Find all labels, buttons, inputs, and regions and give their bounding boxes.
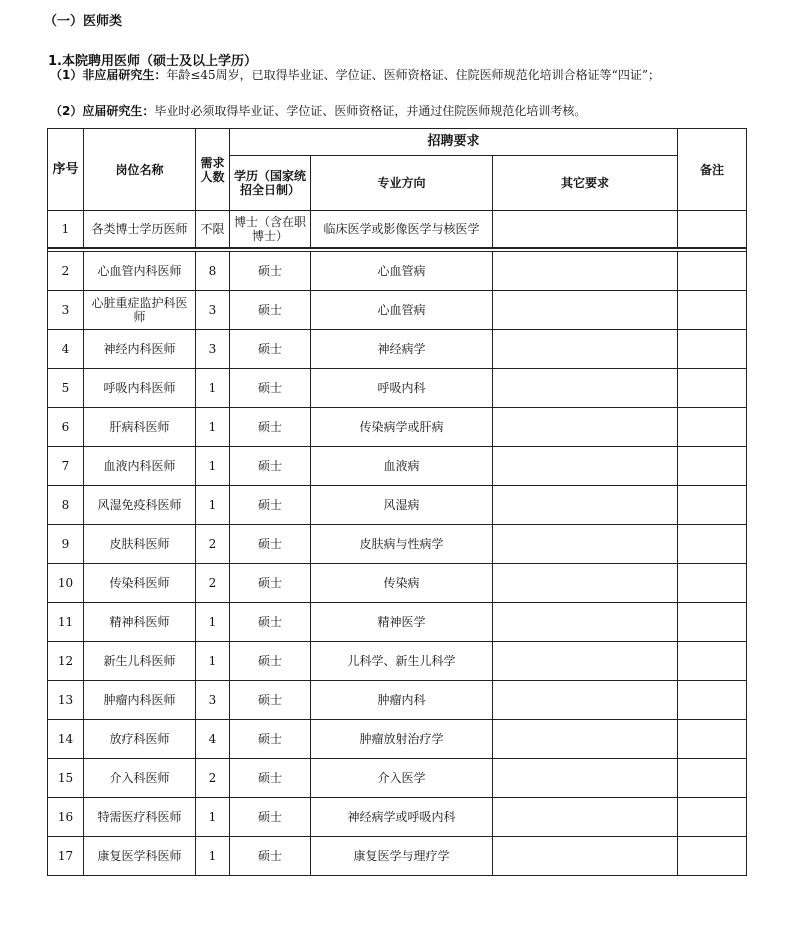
table-row	[48, 251, 747, 290]
cell-seq: 16	[48, 797, 84, 836]
cell-position: 风湿免疫科医师	[84, 485, 196, 524]
cell-other	[493, 407, 678, 446]
cell-remark	[678, 251, 747, 290]
cell-count: 4	[196, 719, 230, 758]
cell-education: 硕士	[230, 368, 311, 407]
cell-major: 血液病	[311, 446, 493, 485]
cell-count: 2	[196, 563, 230, 602]
cell-major: 心血管病	[311, 290, 493, 329]
table-row	[48, 836, 747, 875]
cell-remark	[678, 641, 747, 680]
note-label: （1）非应届研究生：	[50, 68, 167, 82]
cell-position: 神经内科医师	[84, 329, 196, 368]
cell-major: 传染病学或肝病	[311, 407, 493, 446]
cell-major: 精神医学	[311, 602, 493, 641]
cell-count: 3	[196, 680, 230, 719]
cell-position: 康复医学科医师	[84, 836, 196, 875]
header-seq: 序号	[48, 129, 84, 211]
cell-major: 风湿病	[311, 485, 493, 524]
cell-major: 康复医学与理疗学	[311, 836, 493, 875]
header-requirements: 招聘要求	[230, 129, 678, 156]
cell-other	[493, 602, 678, 641]
cell-seq: 15	[48, 758, 84, 797]
cell-count: 1	[196, 641, 230, 680]
cell-position: 新生儿科医师	[84, 641, 196, 680]
cell-major: 皮肤病与性病学	[311, 524, 493, 563]
cell-remark	[678, 719, 747, 758]
note-label: （2）应届研究生：	[50, 104, 155, 118]
cell-major: 传染病	[311, 563, 493, 602]
cell-other	[493, 641, 678, 680]
cell-position: 特需医疗科医师	[84, 797, 196, 836]
cell-other	[493, 758, 678, 797]
cell-remark	[678, 524, 747, 563]
cell-position: 肿瘤内科医师	[84, 680, 196, 719]
cell-remark	[678, 485, 747, 524]
cell-remark	[678, 680, 747, 719]
cell-seq: 5	[48, 368, 84, 407]
cell-position: 精神科医师	[84, 602, 196, 641]
cell-education: 硕士	[230, 251, 311, 290]
note-text: 毕业时必须取得毕业证、学位证、医师资格证，并通过住院医师规范化培训考核。	[154, 104, 587, 118]
cell-education: 硕士	[230, 290, 311, 329]
cell-remark	[678, 797, 747, 836]
cell-education: 硕士	[230, 641, 311, 680]
table-row	[48, 368, 747, 407]
cell-count: 1	[196, 368, 230, 407]
table-row	[48, 290, 747, 329]
cell-education: 硕士	[230, 758, 311, 797]
table-body	[48, 211, 747, 876]
table-row	[48, 602, 747, 641]
cell-major: 介入医学	[311, 758, 493, 797]
note-non-graduate	[50, 68, 750, 83]
header-major: 专业方向	[311, 156, 493, 211]
cell-education: 硕士	[230, 563, 311, 602]
cell-position: 血液内科医师	[84, 446, 196, 485]
cell-position: 各类博士学历医师	[84, 211, 196, 248]
cell-remark	[678, 602, 747, 641]
cell-other	[493, 524, 678, 563]
cell-count: 3	[196, 329, 230, 368]
cell-seq: 17	[48, 836, 84, 875]
cell-position: 皮肤科医师	[84, 524, 196, 563]
header-remark: 备注	[678, 129, 747, 211]
table-row	[48, 446, 747, 485]
cell-count: 2	[196, 524, 230, 563]
cell-education: 博士（含在职博士）	[230, 211, 311, 248]
cell-education: 硕士	[230, 836, 311, 875]
cell-major: 神经病学	[311, 329, 493, 368]
cell-major: 肿瘤放射治疗学	[311, 719, 493, 758]
cell-major: 呼吸内科	[311, 368, 493, 407]
cell-other	[493, 368, 678, 407]
cell-seq: 13	[48, 680, 84, 719]
cell-count: 3	[196, 290, 230, 329]
cell-other	[493, 329, 678, 368]
cell-other	[493, 446, 678, 485]
cell-other	[493, 251, 678, 290]
cell-other	[493, 290, 678, 329]
subsection-title: 1.本院聘用医师（硕士及以上学历）	[48, 54, 257, 69]
header-education: 学历（国家统招全日制）	[230, 156, 311, 211]
section-title: （一）医师类	[44, 14, 123, 29]
note-text: 年龄≤45周岁，已取得毕业证、学位证、医师资格证、住院医师规范化培训合格证等“四证”；	[166, 68, 660, 82]
cell-count: 1	[196, 836, 230, 875]
cell-seq: 14	[48, 719, 84, 758]
table-row	[48, 719, 747, 758]
cell-position: 肝病科医师	[84, 407, 196, 446]
table-row	[48, 485, 747, 524]
table-row	[48, 211, 747, 248]
cell-count: 1	[196, 407, 230, 446]
cell-count: 2	[196, 758, 230, 797]
cell-major: 神经病学或呼吸内科	[311, 797, 493, 836]
cell-seq: 11	[48, 602, 84, 641]
note-graduate	[50, 104, 750, 119]
table-row	[48, 680, 747, 719]
cell-education: 硕士	[230, 407, 311, 446]
cell-count: 1	[196, 602, 230, 641]
cell-remark	[678, 290, 747, 329]
table-row	[48, 563, 747, 602]
table-row	[48, 758, 747, 797]
header-position: 岗位名称	[84, 129, 196, 211]
cell-education: 硕士	[230, 797, 311, 836]
cell-remark	[678, 836, 747, 875]
cell-count: 不限	[196, 211, 230, 248]
recruitment-table	[47, 128, 747, 876]
cell-other	[493, 680, 678, 719]
header-other: 其它要求	[493, 156, 678, 211]
cell-education: 硕士	[230, 719, 311, 758]
cell-education: 硕士	[230, 524, 311, 563]
cell-other	[493, 797, 678, 836]
cell-education: 硕士	[230, 680, 311, 719]
cell-other	[493, 563, 678, 602]
cell-major: 心血管病	[311, 251, 493, 290]
cell-position: 介入科医师	[84, 758, 196, 797]
header-count: 需求人数	[196, 129, 230, 211]
cell-education: 硕士	[230, 602, 311, 641]
cell-count: 1	[196, 797, 230, 836]
cell-seq: 10	[48, 563, 84, 602]
cell-remark	[678, 758, 747, 797]
cell-count: 1	[196, 485, 230, 524]
cell-remark	[678, 563, 747, 602]
table-row	[48, 524, 747, 563]
cell-position: 心血管内科医师	[84, 251, 196, 290]
cell-seq: 12	[48, 641, 84, 680]
cell-seq: 4	[48, 329, 84, 368]
table-row	[48, 329, 747, 368]
cell-remark	[678, 329, 747, 368]
cell-major: 临床医学或影像医学与核医学	[311, 211, 493, 248]
cell-position: 心脏重症监护科医师	[84, 290, 196, 329]
cell-count: 1	[196, 446, 230, 485]
cell-position: 传染科医师	[84, 563, 196, 602]
table-row	[48, 797, 747, 836]
cell-education: 硕士	[230, 485, 311, 524]
cell-seq: 2	[48, 251, 84, 290]
cell-seq: 8	[48, 485, 84, 524]
cell-seq: 6	[48, 407, 84, 446]
table-row	[48, 407, 747, 446]
cell-education: 硕士	[230, 446, 311, 485]
cell-seq: 7	[48, 446, 84, 485]
cell-other	[493, 485, 678, 524]
cell-position: 呼吸内科医师	[84, 368, 196, 407]
cell-seq: 1	[48, 211, 84, 248]
cell-remark	[678, 446, 747, 485]
cell-other	[493, 836, 678, 875]
cell-other	[493, 211, 678, 248]
cell-seq: 9	[48, 524, 84, 563]
cell-major: 儿科学、新生儿科学	[311, 641, 493, 680]
cell-major: 肿瘤内科	[311, 680, 493, 719]
cell-remark	[678, 368, 747, 407]
cell-position: 放疗科医师	[84, 719, 196, 758]
cell-education: 硕士	[230, 329, 311, 368]
cell-seq: 3	[48, 290, 84, 329]
cell-other	[493, 719, 678, 758]
cell-remark	[678, 211, 747, 248]
cell-remark	[678, 407, 747, 446]
table-row	[48, 641, 747, 680]
cell-count: 8	[196, 251, 230, 290]
